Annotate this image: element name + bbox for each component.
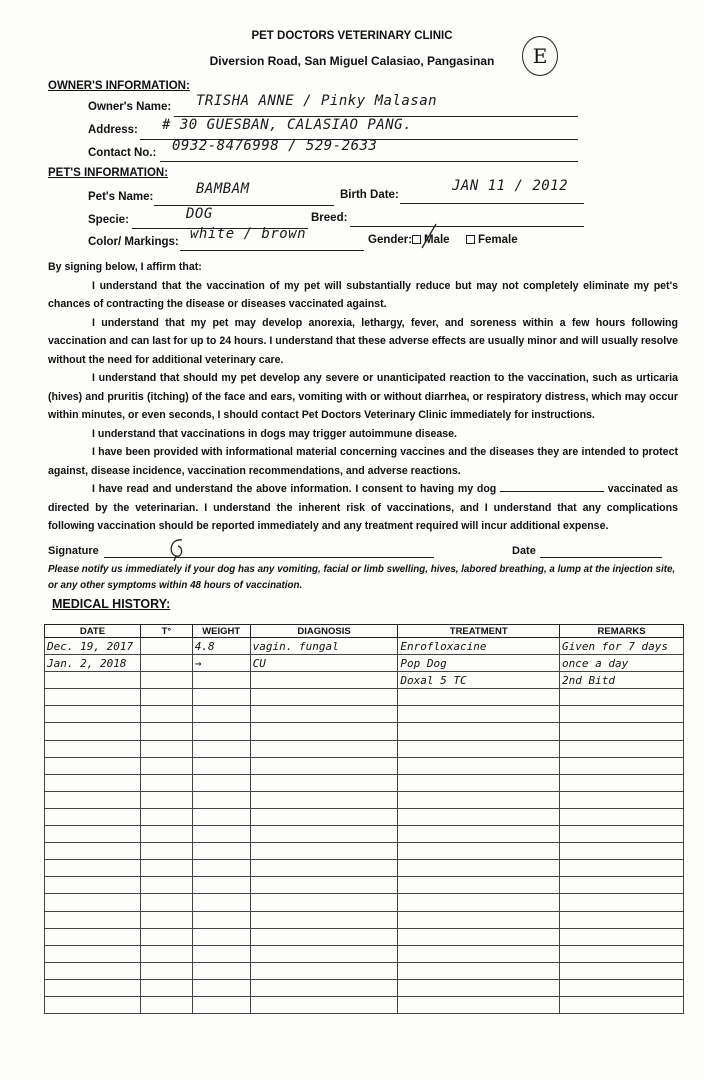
color-line [180, 250, 364, 251]
table-cell[interactable] [250, 860, 398, 877]
table-cell[interactable] [192, 706, 250, 723]
gender-label: Gender: [368, 234, 413, 246]
color-label: Color/ Markings: [88, 236, 179, 248]
consent-p6-vaccinated: vaccinated [607, 483, 663, 495]
table-cell[interactable] [398, 723, 560, 740]
table-cell[interactable] [398, 962, 560, 979]
table-cell[interactable] [250, 843, 398, 860]
table-cell[interactable]: Enrofloxacine [398, 638, 560, 655]
col-date: DATE [45, 625, 141, 638]
table-cell[interactable]: vagin. fungal [250, 638, 398, 655]
specie-label: Specie: [88, 214, 129, 226]
consent-paragraph-3: I understand that should my pet develop any severe or unanticipated reaction to the vaccination, such as urticaria (hives) and pruritis (itching) of the face and ears, vomiting with or without diarrhea, or respiratory distress, which may occur within minutes, or even seconds, I should contact Pet Doctors Veterinary Clinic immediately for instructions. [48, 372, 678, 421]
contact-value[interactable]: 0932-8476998 / 529-2633 [172, 138, 378, 154]
table-cell[interactable] [250, 877, 398, 894]
table-cell[interactable] [192, 723, 250, 740]
birth-date-line [400, 203, 584, 204]
table-cell[interactable] [398, 706, 560, 723]
col-temperature: T° [140, 625, 192, 638]
table-row [45, 791, 684, 808]
table-cell[interactable] [250, 740, 398, 757]
breed-line [350, 226, 584, 227]
table-cell[interactable] [560, 723, 684, 740]
medical-history-title: MEDICAL HISTORY: [52, 597, 171, 611]
table-cell[interactable]: Dec. 19, 2017 [45, 638, 141, 655]
stamp-letter: E [522, 36, 558, 76]
table-row [45, 843, 684, 860]
table-cell[interactable] [140, 638, 192, 655]
table-cell[interactable] [140, 655, 192, 672]
col-remarks: REMARKS [560, 625, 684, 638]
table-cell[interactable] [398, 774, 560, 791]
table-cell[interactable] [398, 894, 560, 911]
table-cell[interactable]: 4.8 [192, 638, 250, 655]
table-row [45, 979, 684, 996]
table-cell[interactable] [192, 757, 250, 774]
table-cell[interactable] [192, 740, 250, 757]
table-cell[interactable] [140, 996, 192, 1013]
table-row [45, 638, 684, 655]
table-cell[interactable] [560, 860, 684, 877]
table-row [45, 877, 684, 894]
table-cell[interactable]: Given for 7 days [560, 638, 684, 655]
table-cell[interactable] [560, 962, 684, 979]
table-cell[interactable] [398, 979, 560, 996]
table-cell[interactable] [192, 791, 250, 808]
table-cell[interactable] [560, 996, 684, 1013]
owner-name-value[interactable]: TRISHA ANNE / Pinky Malasan [196, 93, 438, 109]
table-cell[interactable] [192, 843, 250, 860]
consent-paragraph-6 [48, 480, 678, 536]
table-cell[interactable] [140, 740, 192, 757]
table-cell[interactable] [45, 826, 141, 843]
table-cell[interactable] [560, 826, 684, 843]
table-cell[interactable] [250, 826, 398, 843]
medical-history-body [45, 638, 684, 1014]
table-cell[interactable] [140, 808, 192, 825]
table-row [45, 689, 684, 706]
table-cell[interactable] [140, 877, 192, 894]
contact-line [160, 161, 578, 162]
table-row [45, 996, 684, 1013]
table-cell[interactable] [192, 826, 250, 843]
table-cell[interactable] [140, 774, 192, 791]
table-cell[interactable] [192, 860, 250, 877]
table-cell[interactable] [398, 996, 560, 1013]
table-cell[interactable] [250, 928, 398, 945]
table-row [45, 706, 684, 723]
consent-p6-end: as directed by the veterinarian. I understand the inherent risk of vaccinations, and I understand that any complications following vaccination should be reported immediately and any treatment required will incur additional expense. [48, 483, 679, 532]
table-cell[interactable] [192, 877, 250, 894]
table-cell[interactable] [250, 689, 398, 706]
table-cell[interactable]: 2nd Bitd [560, 672, 684, 689]
table-cell[interactable] [250, 808, 398, 825]
table-cell[interactable] [560, 911, 684, 928]
table-row [45, 655, 684, 672]
table-cell[interactable] [45, 911, 141, 928]
dog-name-blank[interactable] [500, 491, 604, 492]
table-cell[interactable] [560, 791, 684, 808]
table-cell[interactable] [45, 723, 141, 740]
table-cell[interactable] [192, 928, 250, 945]
table-row [45, 826, 684, 843]
breed-label: Breed: [311, 212, 348, 224]
table-cell[interactable] [560, 774, 684, 791]
table-row [45, 757, 684, 774]
table-cell[interactable] [398, 911, 560, 928]
gender-check-mark [420, 222, 440, 250]
consent-paragraph-1: I understand that the vaccination of my pet will substantially reduce but may not completely eliminate my pet's chances of contracting the disease or diseases vaccinated against. [48, 279, 678, 310]
table-cell[interactable]: Pop Dog [398, 655, 560, 672]
table-cell[interactable] [398, 757, 560, 774]
table-cell[interactable] [45, 689, 141, 706]
table-cell[interactable] [250, 791, 398, 808]
specie-value[interactable]: DOG [186, 206, 213, 222]
table-cell[interactable] [192, 672, 250, 689]
owner-section-title: OWNER'S INFORMATION: [48, 80, 190, 92]
pet-name-line [154, 205, 334, 206]
table-row [45, 928, 684, 945]
notice-text: Please notify us immediately if your dog has any vomiting, facial or limb swelling, hives, labored breathing, a lump at the injection site, or any other symptoms within 48 hours of vaccination. [48, 564, 676, 591]
table-row [45, 945, 684, 962]
table-cell[interactable] [45, 808, 141, 825]
table-cell[interactable] [192, 689, 250, 706]
table-cell[interactable] [250, 894, 398, 911]
pet-name-label: Pet's Name: [88, 191, 154, 203]
table-cell[interactable] [560, 877, 684, 894]
table-cell[interactable] [560, 740, 684, 757]
table-row [45, 962, 684, 979]
table-cell[interactable]: Jan. 2, 2018 [45, 655, 141, 672]
table-cell[interactable] [192, 808, 250, 825]
table-cell[interactable] [560, 808, 684, 825]
table-cell[interactable] [250, 962, 398, 979]
table-cell[interactable]: Doxal 5 TC [398, 672, 560, 689]
table-cell[interactable] [560, 928, 684, 945]
consent-intro: By signing below, I affirm that: [48, 261, 202, 273]
table-cell[interactable] [45, 843, 141, 860]
table-cell[interactable] [45, 740, 141, 757]
table-cell[interactable] [140, 843, 192, 860]
owner-name-label: Owner's Name: [88, 101, 172, 113]
table-cell[interactable] [398, 843, 560, 860]
table-row [45, 860, 684, 877]
table-cell[interactable] [45, 757, 141, 774]
clinic-name: PET DOCTORS VETERINARY CLINIC [251, 30, 453, 42]
table-cell[interactable] [250, 996, 398, 1013]
col-weight: WEIGHT [192, 625, 250, 638]
consent-section [48, 258, 678, 536]
table-cell[interactable] [192, 996, 250, 1013]
table-cell[interactable] [192, 911, 250, 928]
female-label: Female [478, 234, 518, 246]
pet-section-title: PET'S INFORMATION: [48, 167, 169, 179]
female-checkbox[interactable] [466, 235, 475, 244]
table-cell[interactable] [250, 774, 398, 791]
table-cell[interactable] [192, 945, 250, 962]
table-cell[interactable]: CU [250, 655, 398, 672]
table-row [45, 894, 684, 911]
birth-date-value[interactable]: JAN 11 / 2012 [452, 178, 569, 194]
table-cell[interactable] [250, 672, 398, 689]
table-cell[interactable] [45, 672, 141, 689]
table-cell[interactable] [45, 945, 141, 962]
table-cell[interactable] [140, 911, 192, 928]
table-cell[interactable] [250, 911, 398, 928]
address-value[interactable]: # 30 GUESBAN, CALASIAO PANG. [162, 117, 413, 133]
signature-label: Signature [48, 545, 99, 557]
male-label: Male [424, 234, 450, 246]
date-line[interactable] [540, 557, 662, 558]
table-row [45, 808, 684, 825]
table-cell[interactable] [140, 928, 192, 945]
date-label: Date [512, 545, 536, 557]
table-cell[interactable] [45, 791, 141, 808]
table-header-row [45, 625, 684, 638]
table-cell[interactable] [250, 945, 398, 962]
table-cell[interactable] [398, 740, 560, 757]
table-cell[interactable] [140, 706, 192, 723]
table-cell[interactable]: → [192, 655, 250, 672]
table-cell[interactable] [398, 860, 560, 877]
table-cell[interactable] [140, 979, 192, 996]
table-cell[interactable] [140, 945, 192, 962]
table-cell[interactable] [45, 928, 141, 945]
consent-paragraph-5: I have been provided with informational material concerning vaccines and the diseases they are intended to protect against, disease incidence, vaccination recommendations, and adverse reactions. [48, 446, 678, 477]
consent-p6-start: I have read and understand the above information. I consent to having my dog [92, 483, 497, 495]
table-cell[interactable] [560, 706, 684, 723]
table-cell[interactable] [250, 979, 398, 996]
table-cell[interactable] [398, 791, 560, 808]
clinic-address: Diversion Road, San Miguel Calasiao, Pangasinan [209, 54, 495, 68]
table-cell[interactable] [45, 774, 141, 791]
address-label: Address: [88, 124, 138, 136]
table-cell[interactable] [45, 706, 141, 723]
table-cell[interactable] [560, 894, 684, 911]
table-cell[interactable] [140, 791, 192, 808]
table-cell[interactable] [398, 877, 560, 894]
table-cell[interactable] [45, 894, 141, 911]
table-cell[interactable] [140, 962, 192, 979]
table-cell[interactable] [192, 894, 250, 911]
table-cell[interactable] [560, 979, 684, 996]
table-cell[interactable] [45, 996, 141, 1013]
consent-paragraph-2: I understand that my pet may develop anorexia, lethargy, fever, and soreness within a few hours following vaccination and can last for up to 24 hours. I understand that these adverse effects are usually minor and will usually resolve without the need for additional veterinary care. [48, 316, 678, 366]
table-cell[interactable] [250, 757, 398, 774]
col-diagnosis: DIAGNOSIS [250, 625, 398, 638]
table-cell[interactable] [398, 945, 560, 962]
table-cell[interactable] [45, 877, 141, 894]
contact-label: Contact No.: [88, 147, 157, 159]
medical-history-table [44, 624, 684, 1014]
table-cell[interactable] [140, 826, 192, 843]
table-row [45, 723, 684, 740]
table-cell[interactable] [192, 979, 250, 996]
table-cell[interactable] [140, 689, 192, 706]
table-cell[interactable] [398, 689, 560, 706]
table-cell[interactable] [45, 962, 141, 979]
table-cell[interactable] [250, 723, 398, 740]
pet-name-value[interactable]: BAMBAM [196, 181, 250, 197]
table-row [45, 911, 684, 928]
table-cell[interactable] [140, 723, 192, 740]
table-cell[interactable] [45, 979, 141, 996]
table-cell[interactable] [398, 808, 560, 825]
table-cell[interactable] [398, 826, 560, 843]
table-cell[interactable] [45, 860, 141, 877]
table-cell[interactable] [140, 672, 192, 689]
table-cell[interactable] [192, 774, 250, 791]
col-treatment: TREATMENT [398, 625, 560, 638]
signature-line[interactable] [104, 557, 434, 558]
table-cell[interactable] [560, 843, 684, 860]
signature-scribble [164, 536, 190, 562]
table-cell[interactable] [560, 689, 684, 706]
table-row [45, 740, 684, 757]
table-cell[interactable] [398, 928, 560, 945]
table-cell[interactable] [140, 894, 192, 911]
table-cell[interactable] [560, 945, 684, 962]
table-cell[interactable]: once a day [560, 655, 684, 672]
gender-female-option[interactable] [466, 234, 518, 246]
birth-date-label: Birth Date: [340, 189, 399, 201]
table-cell[interactable] [192, 962, 250, 979]
table-cell[interactable] [140, 860, 192, 877]
table-cell[interactable] [250, 706, 398, 723]
table-row [45, 672, 684, 689]
table-row [45, 774, 684, 791]
table-cell[interactable] [140, 757, 192, 774]
consent-paragraph-4: I understand that vaccinations in dogs may trigger autoimmune disease. [92, 427, 457, 440]
table-cell[interactable] [560, 757, 684, 774]
color-value[interactable]: white / brown [190, 226, 307, 242]
